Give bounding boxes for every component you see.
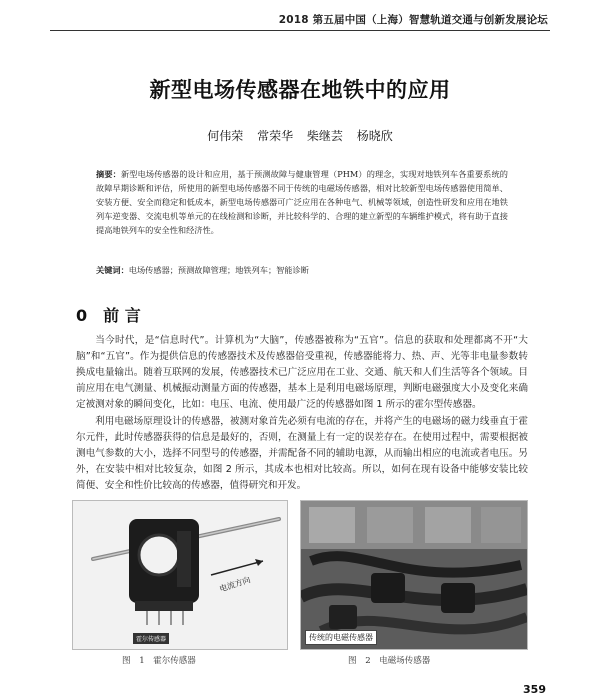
page-number: 359 <box>523 683 546 696</box>
abstract-label: 摘要： <box>96 169 121 179</box>
current-direction-label: 电流方向 <box>218 575 252 594</box>
figure-1-hall-sensor-photo <box>72 500 288 650</box>
figure-1-caption: 图 1 霍尔传感器 <box>122 656 196 666</box>
keywords-label: 关键词： <box>96 265 129 275</box>
author-list: 何伟荣 常荣华 柴继芸 杨晓欣 <box>207 129 393 143</box>
running-header: 2018 第五届中国（上海）智慧轨道交通与创新发展论坛 <box>278 14 548 26</box>
body-paragraph-1: 当今时代，是“信息时代”。计算机为“大脑”，传感器被称为“五官”。信息的获取和处理都离不开“大脑”和“五官”。作为提供信息的传感器技术及传感器倍受重视，传感器能将力、热、声、光等非电量参数转换成电量输出。随着互联网的发展，传感器技术已广泛应用在工业、交通、航天和人们生活等各个领域。目前应用在电气测量、机械振动测量方面的传感器，基本上是利用电磁场原理，判断电磁强度大小及变化来确定被测对象的瞬间变化，比如：电压、电流、使用最广泛的传感器如图 1 所示的霍尔型传感器。 <box>76 335 528 410</box>
figure-2-caption: 图 2 电磁场传感器 <box>348 656 431 666</box>
figure-2-sensor-installation-photo <box>300 500 528 650</box>
body-paragraph-2: 利用电磁场原理设计的传感器，被测对象首先必须有电流的存在，并将产生的电磁场的磁力线垂直于霍尔元件，此时传感器获得的信息是最好的，否则，在测量上有一定的误差存在。在使用过程中，需要根据被测电气参数的大小，选择不同型号的传感器，并需配备不同的辅助电源，从而输出相应的电流或者电压。另外，在安装中相对比较复杂，如图 2 所示，其成本也相对比较高。所以，如何在现有设备中能够安装比较简便、安全和性价比较高的传感器，值得研究和开发。 <box>76 416 528 491</box>
keywords-text: 电场传感器；预测故障管理；地铁列车；智能诊断 <box>128 265 309 275</box>
hall-sensor-illustration <box>73 501 287 649</box>
figure-1-inset-label: 霍尔传感器 <box>133 633 169 644</box>
abstract-text: 新型电场传感器的设计和应用，基于预测故障与健康管理（PHM）的理念，实现对地铁列车各重要系统的故障早期诊断和评估，所使用的新型电场传感器不同于传统的电磁场传感器，相对比较新型电场传感器使用简单、安装方便、安全而稳定和低成本，新型电场传感器可广泛应用在各种电气、机械等领域，创造性研发和应用在地铁列车逆变器、交流电机等单元的在线检测和诊断，并比较科学的、合理的建立新型的车辆维护模式，将有助于直接提高地铁列车的安全性和经济性。 <box>96 169 508 235</box>
section-number: 0 <box>76 306 88 325</box>
figure-2-inset-label: 传统的电磁传感器 <box>305 630 377 645</box>
wiring-cabinet-illustration <box>301 501 527 649</box>
header-rule <box>50 30 550 31</box>
paper-title: 新型电场传感器在地铁中的应用 <box>149 78 451 102</box>
keywords <box>96 264 508 277</box>
abstract <box>96 168 508 238</box>
section-heading <box>76 303 141 326</box>
section-title: 前 言 <box>103 306 141 325</box>
